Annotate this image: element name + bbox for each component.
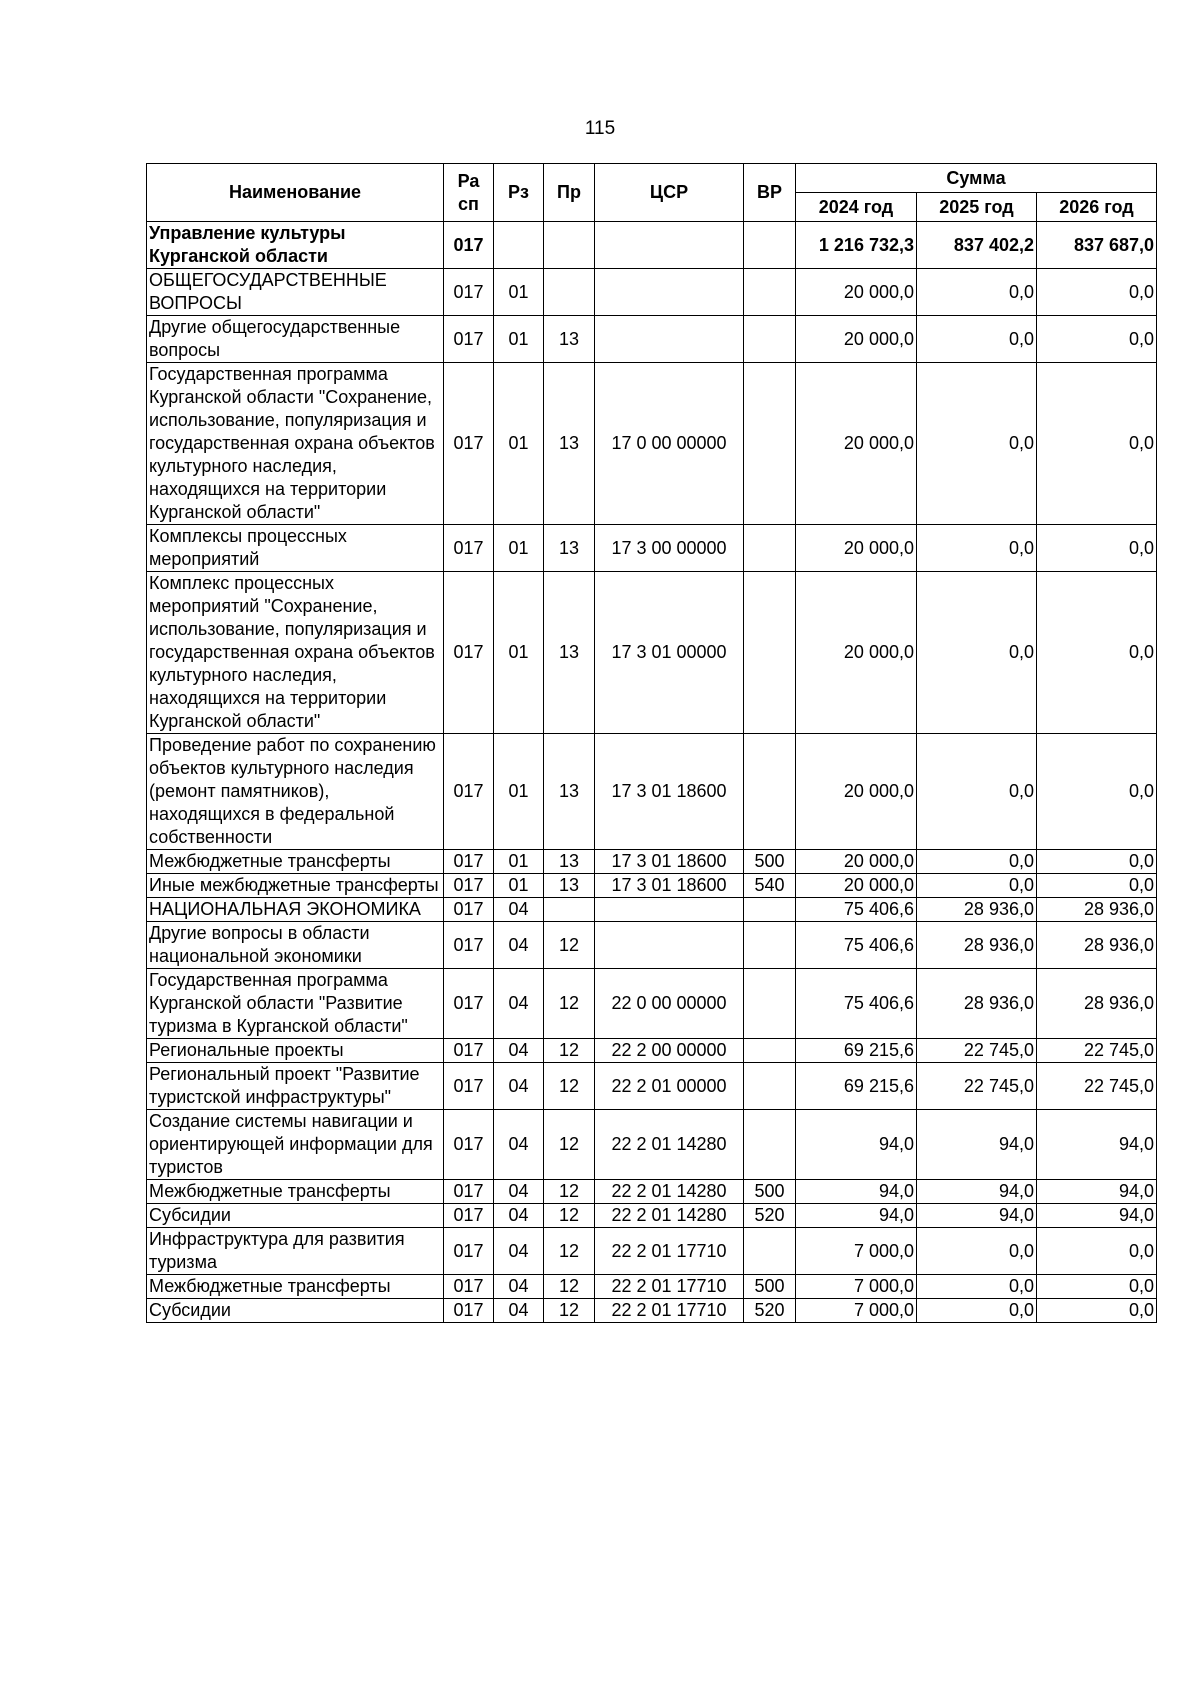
cell-csr [595, 898, 744, 922]
cell-rasp: 017 [444, 316, 494, 363]
cell-pr: 13 [544, 525, 595, 572]
cell-s2026: 0,0 [1037, 269, 1157, 316]
cell-rz: 01 [494, 525, 544, 572]
header-rasp: Ра сп [444, 164, 494, 222]
header-year-2024: 2024 год [796, 193, 917, 222]
table-row [147, 874, 1157, 898]
cell-s2025: 0,0 [917, 734, 1037, 850]
cell-s2026: 0,0 [1037, 572, 1157, 734]
cell-s2025: 0,0 [917, 316, 1037, 363]
cell-s2026: 0,0 [1037, 525, 1157, 572]
cell-csr: 22 2 00 00000 [595, 1039, 744, 1063]
cell-s2024: 75 406,6 [796, 969, 917, 1039]
table-row [147, 1228, 1157, 1275]
cell-vr [744, 969, 796, 1039]
cell-rz: 04 [494, 1275, 544, 1299]
cell-rz [494, 222, 544, 269]
cell-rz: 04 [494, 898, 544, 922]
cell-vr [744, 1110, 796, 1180]
cell-vr: 520 [744, 1299, 796, 1323]
cell-rz: 04 [494, 1228, 544, 1275]
cell-s2024: 1 216 732,3 [796, 222, 917, 269]
table-row [147, 572, 1157, 734]
cell-s2025: 94,0 [917, 1204, 1037, 1228]
cell-pr: 12 [544, 1228, 595, 1275]
cell-rasp: 017 [444, 1110, 494, 1180]
cell-rz: 01 [494, 734, 544, 850]
table-row [147, 922, 1157, 969]
cell-rz: 04 [494, 1204, 544, 1228]
cell-rz: 01 [494, 850, 544, 874]
cell-rasp: 017 [444, 572, 494, 734]
cell-pr [544, 222, 595, 269]
cell-s2025: 0,0 [917, 850, 1037, 874]
cell-s2026: 28 936,0 [1037, 969, 1157, 1039]
cell-s2024: 20 000,0 [796, 572, 917, 734]
cell-name: ОБЩЕГОСУДАРСТВЕННЫЕ ВОПРОСЫ [147, 269, 444, 316]
cell-s2024: 7 000,0 [796, 1299, 917, 1323]
cell-s2025: 28 936,0 [917, 969, 1037, 1039]
cell-name: Комплексы процессных мероприятий [147, 525, 444, 572]
cell-rasp: 017 [444, 1039, 494, 1063]
cell-s2025: 22 745,0 [917, 1039, 1037, 1063]
cell-name: Государственная программа Курганской области "Сохранение, использование, популяризация и государственная охрана объектов культурного наследия, находящихся на территории Курганской области" [147, 363, 444, 525]
header-pr: Пр [544, 164, 595, 222]
cell-pr: 12 [544, 1275, 595, 1299]
cell-pr: 12 [544, 1110, 595, 1180]
cell-pr: 12 [544, 1299, 595, 1323]
budget-table [146, 163, 1157, 1323]
cell-s2026: 0,0 [1037, 1299, 1157, 1323]
cell-s2024: 20 000,0 [796, 850, 917, 874]
cell-name: Субсидии [147, 1299, 444, 1323]
cell-rasp: 017 [444, 222, 494, 269]
cell-s2026: 837 687,0 [1037, 222, 1157, 269]
cell-csr: 22 2 01 17710 [595, 1228, 744, 1275]
cell-pr: 13 [544, 363, 595, 525]
cell-s2024: 94,0 [796, 1110, 917, 1180]
cell-pr: 13 [544, 850, 595, 874]
cell-s2024: 75 406,6 [796, 922, 917, 969]
cell-s2025: 0,0 [917, 1228, 1037, 1275]
cell-pr: 12 [544, 969, 595, 1039]
cell-s2024: 20 000,0 [796, 874, 917, 898]
table-row [147, 969, 1157, 1039]
cell-name: Региональный проект "Развитие туристской инфраструктуры" [147, 1063, 444, 1110]
table-body [147, 222, 1157, 1323]
header-sum: Сумма [796, 164, 1157, 193]
cell-rz: 04 [494, 1299, 544, 1323]
cell-s2024: 7 000,0 [796, 1228, 917, 1275]
cell-vr [744, 898, 796, 922]
cell-s2026: 28 936,0 [1037, 898, 1157, 922]
table-header [147, 164, 1157, 222]
header-year-2026: 2026 год [1037, 193, 1157, 222]
cell-s2025: 0,0 [917, 363, 1037, 525]
cell-rasp: 017 [444, 1180, 494, 1204]
cell-rasp: 017 [444, 1204, 494, 1228]
table-row [147, 850, 1157, 874]
cell-rz: 04 [494, 1063, 544, 1110]
cell-pr [544, 269, 595, 316]
cell-rz: 01 [494, 572, 544, 734]
cell-s2026: 0,0 [1037, 1228, 1157, 1275]
cell-s2024: 69 215,6 [796, 1039, 917, 1063]
cell-vr [744, 1228, 796, 1275]
table-row [147, 316, 1157, 363]
cell-vr [744, 316, 796, 363]
cell-rasp: 017 [444, 363, 494, 525]
cell-s2026: 94,0 [1037, 1110, 1157, 1180]
cell-s2024: 20 000,0 [796, 363, 917, 525]
cell-s2025: 0,0 [917, 1299, 1037, 1323]
cell-vr [744, 922, 796, 969]
cell-csr [595, 222, 744, 269]
cell-vr [744, 734, 796, 850]
cell-s2024: 20 000,0 [796, 316, 917, 363]
cell-name: Инфраструктура для развития туризма [147, 1228, 444, 1275]
cell-s2025: 0,0 [917, 525, 1037, 572]
cell-s2026: 28 936,0 [1037, 922, 1157, 969]
cell-name: Иные межбюджетные трансферты [147, 874, 444, 898]
cell-name: Региональные проекты [147, 1039, 444, 1063]
cell-pr [544, 898, 595, 922]
cell-s2024: 20 000,0 [796, 734, 917, 850]
header-vr: ВР [744, 164, 796, 222]
cell-csr: 17 3 01 18600 [595, 850, 744, 874]
cell-name: Субсидии [147, 1204, 444, 1228]
cell-vr: 520 [744, 1204, 796, 1228]
cell-csr: 22 2 01 17710 [595, 1275, 744, 1299]
cell-pr: 12 [544, 922, 595, 969]
cell-vr [744, 572, 796, 734]
cell-vr [744, 525, 796, 572]
cell-s2024: 75 406,6 [796, 898, 917, 922]
cell-s2026: 0,0 [1037, 874, 1157, 898]
table-row [147, 525, 1157, 572]
table-row [147, 734, 1157, 850]
cell-rasp: 017 [444, 525, 494, 572]
cell-vr: 500 [744, 1275, 796, 1299]
cell-rz: 01 [494, 363, 544, 525]
cell-name: Проведение работ по сохранению объектов культурного наследия (ремонт памятников), находящихся в федеральной собственности [147, 734, 444, 850]
cell-rasp: 017 [444, 1228, 494, 1275]
cell-rz: 01 [494, 269, 544, 316]
page-number: 115 [584, 118, 616, 139]
table-row [147, 1299, 1157, 1323]
cell-name: Межбюджетные трансферты [147, 1275, 444, 1299]
cell-rz: 01 [494, 874, 544, 898]
cell-csr: 17 3 01 18600 [595, 734, 744, 850]
cell-s2025: 0,0 [917, 874, 1037, 898]
cell-vr [744, 269, 796, 316]
cell-vr [744, 222, 796, 269]
cell-rasp: 017 [444, 269, 494, 316]
cell-csr: 22 2 01 14280 [595, 1110, 744, 1180]
cell-s2024: 20 000,0 [796, 269, 917, 316]
cell-csr: 22 2 01 14280 [595, 1204, 744, 1228]
table-row [147, 898, 1157, 922]
table-row [147, 222, 1157, 269]
cell-rz: 04 [494, 969, 544, 1039]
cell-pr: 12 [544, 1204, 595, 1228]
table-row [147, 1063, 1157, 1110]
cell-s2025: 837 402,2 [917, 222, 1037, 269]
table-row [147, 1275, 1157, 1299]
cell-s2025: 94,0 [917, 1180, 1037, 1204]
cell-rz: 04 [494, 1110, 544, 1180]
cell-name: Создание системы навигации и ориентирующей информации для туристов [147, 1110, 444, 1180]
cell-csr [595, 269, 744, 316]
cell-rz: 04 [494, 1180, 544, 1204]
cell-s2025: 28 936,0 [917, 898, 1037, 922]
cell-csr: 17 3 01 00000 [595, 572, 744, 734]
cell-s2026: 22 745,0 [1037, 1039, 1157, 1063]
cell-csr [595, 922, 744, 969]
table-row [147, 1204, 1157, 1228]
cell-s2024: 69 215,6 [796, 1063, 917, 1110]
cell-rasp: 017 [444, 898, 494, 922]
cell-pr: 13 [544, 572, 595, 734]
cell-vr: 500 [744, 850, 796, 874]
cell-vr: 500 [744, 1180, 796, 1204]
cell-pr: 13 [544, 734, 595, 850]
cell-pr: 13 [544, 874, 595, 898]
cell-vr [744, 363, 796, 525]
cell-csr: 22 0 00 00000 [595, 969, 744, 1039]
cell-s2024: 94,0 [796, 1180, 917, 1204]
cell-s2026: 0,0 [1037, 1275, 1157, 1299]
table-row [147, 1180, 1157, 1204]
table-row [147, 269, 1157, 316]
cell-rz: 01 [494, 316, 544, 363]
cell-csr: 22 2 01 00000 [595, 1063, 744, 1110]
cell-name: Другие общегосударственные вопросы [147, 316, 444, 363]
cell-pr: 12 [544, 1039, 595, 1063]
cell-rz: 04 [494, 1039, 544, 1063]
cell-pr: 12 [544, 1180, 595, 1204]
cell-vr [744, 1063, 796, 1110]
cell-s2026: 0,0 [1037, 734, 1157, 850]
cell-name: Межбюджетные трансферты [147, 1180, 444, 1204]
cell-rasp: 017 [444, 1275, 494, 1299]
cell-vr: 540 [744, 874, 796, 898]
table-row [147, 1110, 1157, 1180]
cell-name: Межбюджетные трансферты [147, 850, 444, 874]
cell-rz: 04 [494, 922, 544, 969]
cell-csr: 22 2 01 17710 [595, 1299, 744, 1323]
table-row [147, 363, 1157, 525]
cell-s2026: 0,0 [1037, 850, 1157, 874]
cell-name: Управление культуры Курганской области [147, 222, 444, 269]
cell-s2026: 0,0 [1037, 363, 1157, 525]
cell-csr [595, 316, 744, 363]
cell-name: НАЦИОНАЛЬНАЯ ЭКОНОМИКА [147, 898, 444, 922]
cell-pr: 12 [544, 1063, 595, 1110]
cell-pr: 13 [544, 316, 595, 363]
header-csr: ЦСР [595, 164, 744, 222]
cell-s2026: 0,0 [1037, 316, 1157, 363]
cell-name: Государственная программа Курганской области "Развитие туризма в Курганской области" [147, 969, 444, 1039]
cell-csr: 17 3 00 00000 [595, 525, 744, 572]
cell-rasp: 017 [444, 969, 494, 1039]
cell-csr: 17 3 01 18600 [595, 874, 744, 898]
cell-rasp: 017 [444, 1063, 494, 1110]
cell-s2026: 22 745,0 [1037, 1063, 1157, 1110]
table-row [147, 1039, 1157, 1063]
cell-s2025: 28 936,0 [917, 922, 1037, 969]
cell-s2025: 94,0 [917, 1110, 1037, 1180]
cell-s2024: 7 000,0 [796, 1275, 917, 1299]
cell-s2026: 94,0 [1037, 1204, 1157, 1228]
cell-s2025: 0,0 [917, 269, 1037, 316]
header-name: Наименование [147, 164, 444, 222]
cell-csr: 22 2 01 14280 [595, 1180, 744, 1204]
cell-s2026: 94,0 [1037, 1180, 1157, 1204]
cell-rasp: 017 [444, 922, 494, 969]
cell-rasp: 017 [444, 1299, 494, 1323]
cell-s2025: 0,0 [917, 572, 1037, 734]
cell-s2024: 20 000,0 [796, 525, 917, 572]
cell-s2025: 0,0 [917, 1275, 1037, 1299]
header-rz: Рз [494, 164, 544, 222]
cell-rasp: 017 [444, 850, 494, 874]
cell-rasp: 017 [444, 734, 494, 850]
cell-s2025: 22 745,0 [917, 1063, 1037, 1110]
cell-vr [744, 1039, 796, 1063]
cell-csr: 17 0 00 00000 [595, 363, 744, 525]
cell-name: Другие вопросы в области национальной экономики [147, 922, 444, 969]
cell-name: Комплекс процессных мероприятий "Сохранение, использование, популяризация и государственная охрана объектов культурного наследия, находящихся на территории Курганской области" [147, 572, 444, 734]
cell-s2024: 94,0 [796, 1204, 917, 1228]
cell-rasp: 017 [444, 874, 494, 898]
header-year-2025: 2025 год [917, 193, 1037, 222]
